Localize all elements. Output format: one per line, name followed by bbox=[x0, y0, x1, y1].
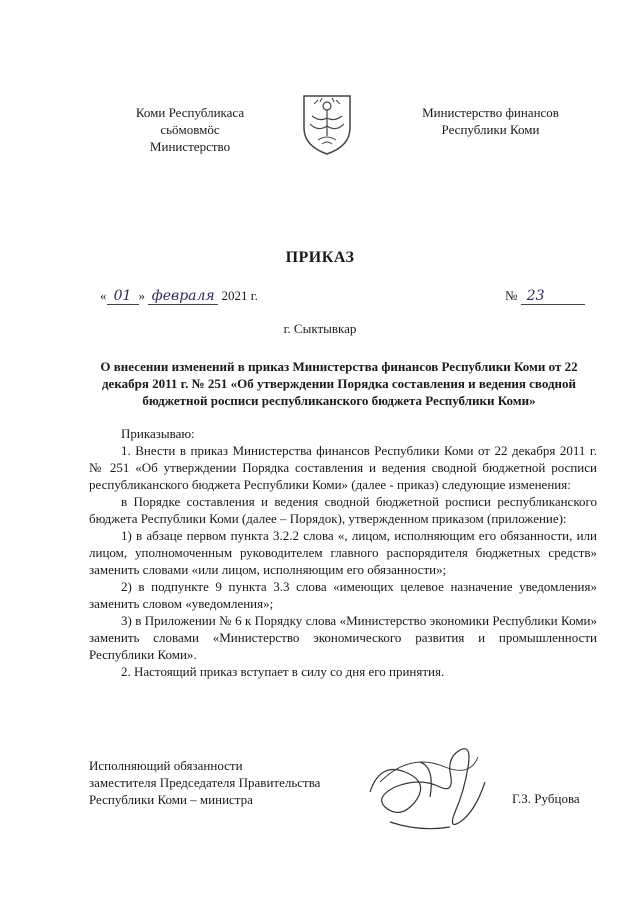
document-date bbox=[100, 288, 258, 305]
document-body bbox=[89, 425, 597, 680]
signatory-position-line-3: Республики Коми – министра bbox=[89, 792, 253, 807]
signatory-position-line-1: Исполняющий обязанности bbox=[89, 758, 243, 773]
date-open-quote: « bbox=[100, 288, 107, 303]
body-intro: Приказываю: bbox=[121, 426, 195, 441]
date-close-quote: » bbox=[138, 288, 145, 303]
body-paragraph: в Порядке составления и ведения сводной бюджетной росписи республиканского бюджета Республики Коми (далее – Порядок), утвержденном приказом (приложение): bbox=[89, 494, 597, 526]
document-subject: О внесении изменений в приказ Министерства финансов Республики Коми от 22 декабря 2011 г. № 251 «Об утверждении Порядка составления и ведения сводной бюджетной росписи республиканского бюджета Республики Коми» bbox=[100, 359, 578, 408]
signatory-name: Г.З. Рубцова bbox=[512, 791, 580, 806]
header-right-line-1: Министерство финансов bbox=[422, 105, 559, 120]
document-city: г. Сыктывкар bbox=[283, 321, 357, 336]
body-paragraph: 1) в абзаце первом пункта 3.2.2 слова «, лицом, исполняющим его обязанности, или лицом, уполномоченным руководителем главного распорядителя бюджетных средств» заменить словами «или лицом, исполняющим его обязанности»; bbox=[89, 528, 597, 577]
number-label: № bbox=[505, 288, 518, 303]
document-title: ПРИКАЗ bbox=[285, 249, 355, 266]
header-left-line-2: сьӧмовмӧс bbox=[160, 122, 220, 137]
handwritten-signature bbox=[360, 742, 500, 837]
header-left-line-1: Коми Республикаса bbox=[135, 105, 245, 120]
number-value: 23 bbox=[521, 288, 585, 305]
body-paragraph: 2) в подпункте 9 пункта 3.3 слова «имеющих целевое назначение уведомления» заменить словом «уведомления»; bbox=[89, 579, 597, 611]
date-year: 2021 г. bbox=[221, 288, 258, 303]
header-left bbox=[105, 104, 275, 155]
document-number bbox=[505, 288, 585, 305]
date-day: 01 bbox=[107, 288, 139, 305]
header-right bbox=[398, 104, 583, 138]
signatory-position-line-2: заместителя Председателя Правительства bbox=[89, 775, 321, 790]
coat-of-arms-icon bbox=[300, 92, 354, 156]
signatory-position bbox=[89, 757, 320, 808]
header-left-line-3: Министерство bbox=[149, 139, 231, 154]
body-paragraph: 3) в Приложении № 6 к Порядку слова «Министерство экономики Республики Коми» заменить словами «Министерство экономического развития и промышленности Республики Коми». bbox=[89, 613, 597, 662]
date-month: февраля bbox=[148, 288, 218, 305]
body-paragraph: 1. Внести в приказ Министерства финансов Республики Коми от 22 декабря 2011 г. № 251 «Об утверждении Порядка составления и ведения сводной бюджетной росписи республиканского бюджета Республики Коми» (далее - приказ) следующие изменения: bbox=[89, 443, 597, 492]
body-paragraph: 2. Настоящий приказ вступает в силу со дня его принятия. bbox=[121, 664, 445, 679]
header-right-line-2: Республики Коми bbox=[441, 122, 540, 137]
